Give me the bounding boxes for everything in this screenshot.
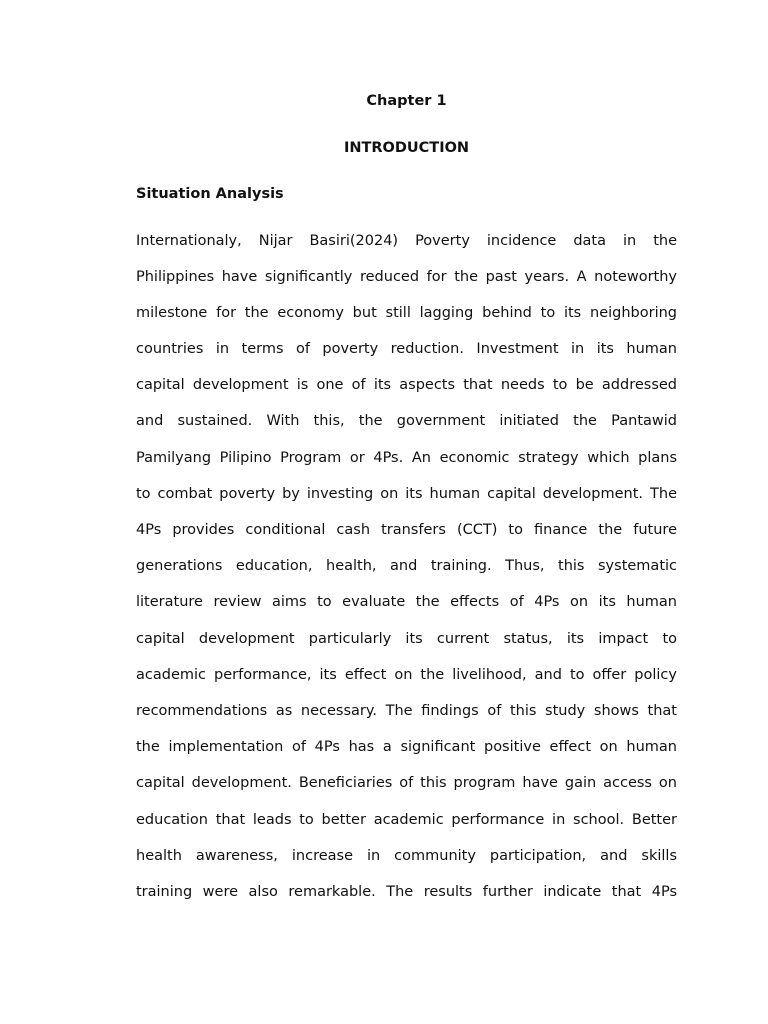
paragraph-line: 4Ps provides conditional cash transfers (CCT) to finance the future bbox=[136, 522, 677, 538]
section-heading: Situation Analysis bbox=[136, 186, 284, 202]
paragraph-line: education that leads to better academic performance in school. Better bbox=[136, 812, 677, 828]
paragraph-line: Internationaly, Nijar Basiri(2024) Poverty incidence data in the bbox=[136, 233, 677, 249]
paragraph-line: health awareness, increase in community participation, and skills bbox=[136, 848, 677, 864]
paragraph-line: literature review aims to evaluate the effects of 4Ps on its human bbox=[136, 594, 677, 610]
paragraph-line: recommendations as necessary. The findings of this study shows that bbox=[136, 703, 677, 719]
paragraph-line: and sustained. With this, the government initiated the Pantawid bbox=[136, 413, 677, 429]
chapter-label: Chapter 1 bbox=[366, 93, 447, 109]
paragraph-line: milestone for the economy but still lagging behind to its neighboring bbox=[136, 305, 677, 321]
paragraph-line: generations education, health, and training. Thus, this systematic bbox=[136, 558, 677, 574]
paragraph-line: capital development particularly its current status, its impact to bbox=[136, 631, 677, 647]
paragraph-line: training were also remarkable. The results further indicate that 4Ps bbox=[136, 884, 677, 900]
paragraph-line: countries in terms of poverty reduction. Investment in its human bbox=[136, 341, 677, 357]
paragraph-line: the implementation of 4Ps has a significant positive effect on human bbox=[136, 739, 677, 755]
paragraph-line: Philippines have significantly reduced for the past years. A noteworthy bbox=[136, 269, 677, 285]
paragraph-line: to combat poverty by investing on its human capital development. The bbox=[136, 486, 677, 502]
paragraph-line: capital development. Beneficiaries of this program have gain access on bbox=[136, 775, 677, 791]
paragraph-line: capital development is one of its aspects that needs to be addressed bbox=[136, 377, 677, 393]
chapter-title: INTRODUCTION bbox=[343, 140, 470, 156]
paragraph-line: Pamilyang Pilipino Program or 4Ps. An economic strategy which plans bbox=[136, 450, 677, 466]
paragraph-line: academic performance, its effect on the livelihood, and to offer policy bbox=[136, 667, 677, 683]
